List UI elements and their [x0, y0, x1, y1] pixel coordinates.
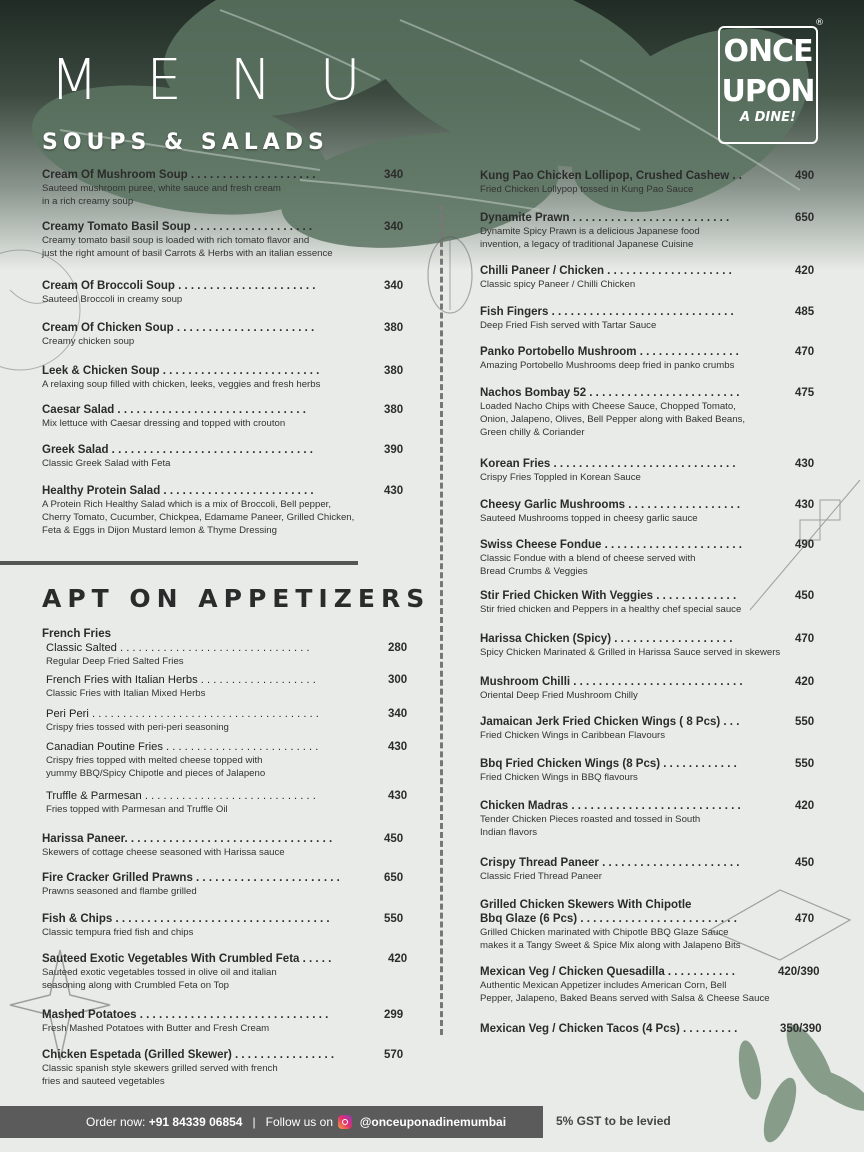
item-name: Mexican Veg / Chicken Tacos (4 Pcs) . . . . . . . . .	[480, 1023, 738, 1035]
item-price: 340	[384, 280, 404, 292]
item-description: Deep Fried Fish served with Tartar Sauce	[480, 320, 657, 331]
item-description: Classic Greek Salad with Feta	[42, 458, 171, 469]
item-price: 430	[795, 499, 815, 511]
menu-item	[480, 457, 835, 484]
menu-item	[480, 345, 835, 372]
instagram-handle-link[interactable]: @onceuponadinemumbai	[359, 1115, 507, 1129]
item-description: Tender Chicken Pieces roasted and tossed in South	[480, 814, 701, 825]
item-description: Regular Deep Fried Salted Fries	[46, 656, 184, 667]
menu-item	[480, 898, 835, 952]
item-name: Chicken Madras . . . . . . . . . . . . . . . . . . . . . . . . . . .	[480, 800, 741, 812]
item-name: Sauteed Exotic Vegetables With Crumbled Feta . . . . .	[42, 953, 332, 965]
item-description: Fries topped with Parmesan and Truffle Oil	[46, 804, 228, 815]
item-name: Bbq Fried Chicken Wings (8 Pcs) . . . . . . . . . . . .	[480, 758, 737, 770]
item-name: Crispy Thread Paneer . . . . . . . . . . . . . . . . . . . . . .	[480, 857, 740, 869]
item-name: Chicken Espetada (Grilled Skewer) . . . . . . . . . . . . . . . .	[42, 1049, 335, 1061]
item-name: Dynamite Prawn . . . . . . . . . . . . . . . . . . . . . . . . .	[480, 212, 730, 224]
item-price: 650	[384, 872, 404, 884]
item-price: 380	[384, 322, 404, 334]
footer-bar	[0, 1106, 543, 1138]
menu-item	[480, 169, 835, 196]
french-fries-heading: French Fries	[42, 628, 112, 640]
item-price: 490	[795, 170, 815, 182]
phone-number-link[interactable]: +91 84339 06854	[148, 1115, 243, 1129]
item-price: 430	[795, 458, 815, 470]
item-description: Crispy Fries Toppled in Korean Sauce	[480, 472, 641, 483]
item-price: 299	[384, 1009, 404, 1021]
item-description: Oriental Deep Fried Mushroom Chilly	[480, 690, 638, 701]
item-price: 550	[384, 913, 404, 925]
menu-item	[480, 538, 835, 578]
menu-item	[42, 220, 410, 260]
item-description: Fresh Mashed Potatoes with Butter and Fresh Cream	[42, 1023, 270, 1034]
item-price: 470	[795, 346, 815, 358]
item-price: 475	[795, 387, 815, 399]
item-description: Classic Fried Thread Paneer	[480, 871, 602, 882]
menu-item	[42, 364, 410, 391]
item-price: 650	[795, 212, 815, 224]
item-price: 420	[388, 953, 408, 965]
item-description: Crispy fries tossed with peri-peri seasoning	[46, 722, 229, 733]
item-name: Harissa Paneer. . . . . . . . . . . . . . . . . . . . . . . . . . . . . . . . .	[42, 833, 333, 845]
item-description: Authentic Mexican Appetizer includes American Corn, Bell	[480, 980, 727, 991]
item-description: Indian flavors	[480, 827, 538, 838]
item-price: 380	[384, 365, 404, 377]
item-price: 390	[384, 444, 404, 456]
item-name: Swiss Cheese Fondue . . . . . . . . . . . . . . . . . . . . . .	[480, 539, 743, 551]
item-name: Kung Pao Chicken Lollipop, Crushed Cashew . .	[480, 170, 742, 182]
item-name: Stir Fried Chicken With Veggies . . . . . . . . . . . . .	[480, 590, 737, 602]
menu-item	[480, 1022, 835, 1036]
item-price: 430	[388, 741, 408, 753]
item-description: Classic spicy Paneer / Chilli Chicken	[480, 279, 636, 290]
logo-line-upon: UPON	[721, 74, 815, 109]
item-price: 340	[384, 221, 404, 233]
item-name: Creamy Tomato Basil Soup . . . . . . . . . . . . . . . . . . .	[42, 221, 313, 233]
item-name: Mashed Potatoes . . . . . . . . . . . . . . . . . . . . . . . . . . . . . .	[42, 1009, 329, 1021]
appetizers-heading: APT ON APPETIZERS	[42, 584, 431, 613]
item-price: 450	[795, 857, 815, 869]
menu-item	[480, 799, 835, 839]
menu-item	[46, 641, 414, 668]
item-name: French Fries with Italian Herbs . . . . . . . . . . . . . . . . . . .	[46, 674, 316, 686]
item-name: Mushroom Chilli . . . . . . . . . . . . . . . . . . . . . . . . . . .	[480, 676, 743, 688]
item-description: Cherry Tomato, Cucumber, Chickpea, Edamame Paneer, Grilled Chicken,	[42, 512, 355, 523]
item-description: seasoning along with Crumbled Feta on Top	[42, 980, 230, 991]
item-description: Dynamite Spicy Prawn is a delicious Japanese food	[480, 226, 700, 237]
item-name: Leek & Chicken Soup . . . . . . . . . . . . . . . . . . . . . . . . .	[42, 365, 320, 377]
item-description: Classic Fondue with a blend of cheese served with	[480, 553, 696, 564]
item-name: Healthy Protein Salad . . . . . . . . . . . . . . . . . . . . . . . .	[42, 485, 314, 497]
item-description: makes it a Tangy Sweet & Spice Mix along with Jalapeno Bits	[480, 940, 741, 951]
logo-line-a-dine: A DINE!	[740, 110, 796, 125]
menu-item	[42, 168, 410, 208]
item-name: Classic Salted . . . . . . . . . . . . . . . . . . . . . . . . . . . . . . .	[46, 642, 310, 654]
item-price: 420	[795, 800, 815, 812]
item-price: 350/390	[780, 1023, 822, 1035]
menu-item	[480, 675, 835, 702]
item-description: Onion, Jalapeno, Olives, Bell Pepper along with Baked Beans,	[480, 414, 746, 425]
item-description: Creamy tomato basil soup is loaded with rich tomato flavor and	[42, 235, 310, 246]
item-description: Creamy chicken soup	[42, 336, 135, 347]
item-price: 340	[384, 169, 404, 181]
menu-item	[42, 832, 410, 859]
item-description: invention, a legacy of traditional Japanese Cuisine	[480, 239, 694, 250]
item-price: 420	[795, 265, 815, 277]
item-description: Prawns seasoned and flambe grilled	[42, 886, 197, 897]
menu-item	[480, 264, 835, 291]
item-description: Classic Fries with Italian Mixed Herbs	[46, 688, 206, 699]
item-name: Fire Cracker Grilled Prawns . . . . . . . . . . . . . . . . . . . . . . .	[42, 872, 340, 884]
menu-item	[46, 789, 414, 816]
menu-item	[42, 403, 410, 430]
item-description: Bread Crumbs & Veggies	[480, 566, 588, 577]
item-description: Sauteed exotic vegetables tossed in olive oil and italian	[42, 967, 277, 978]
menu-item	[480, 715, 835, 742]
item-name: Greek Salad . . . . . . . . . . . . . . . . . . . . . . . . . . . . . . . .	[42, 444, 313, 456]
once-upon-logo	[718, 18, 824, 144]
menu-item	[480, 757, 835, 784]
item-name: Cheesy Garlic Mushrooms . . . . . . . . . . . . . . . . . .	[480, 499, 741, 511]
item-description: A Protein Rich Healthy Salad which is a mix of Broccoli, Bell pepper,	[42, 499, 332, 510]
menu-item	[42, 279, 410, 306]
item-description: just the right amount of basil Carrots & Herbs with an italian essence	[42, 248, 333, 259]
menu-item	[480, 211, 835, 251]
item-price: 430	[384, 485, 404, 497]
item-price: 570	[384, 1049, 404, 1061]
column-divider	[440, 205, 443, 1035]
item-price: 490	[795, 539, 815, 551]
item-description: Sauteed mushroom puree, white sauce and fresh cream	[42, 183, 281, 194]
item-description: Mix lettuce with Caesar dressing and topped with crouton	[42, 418, 286, 429]
item-price: 450	[795, 590, 815, 602]
item-description: Fried Chicken Lollypop tossed in Kung Pao Sauce	[480, 184, 694, 195]
item-description: Amazing Portobello Mushrooms deep fried in panko crumbs	[480, 360, 735, 371]
item-name: Fish & Chips . . . . . . . . . . . . . . . . . . . . . . . . . . . . . . . . . .	[42, 913, 330, 925]
item-price: 430	[388, 790, 408, 802]
menu-item	[480, 589, 835, 616]
item-name: Peri Peri . . . . . . . . . . . . . . . . . . . . . . . . . . . . . . . . . . . . .	[46, 708, 319, 720]
item-description: A relaxing soup filled with chicken, leeks, veggies and fresh herbs	[42, 379, 321, 390]
item-price: 450	[384, 833, 404, 845]
lemon-sketch-icon	[420, 230, 480, 320]
item-description: Crispy fries topped with melted cheese topped with	[46, 755, 263, 766]
item-description: Spicy Chicken Marinated & Grilled in Harissa Sauce served in skewers	[480, 647, 781, 658]
item-description: yummy BBQ/Spicy Chipotle and pieces of Jalapeno	[46, 768, 266, 779]
menu-item	[480, 856, 835, 883]
menu-item	[480, 498, 835, 525]
menu-item	[480, 632, 835, 659]
item-name: Jamaican Jerk Fried Chicken Wings ( 8 Pcs) . . .	[480, 716, 740, 728]
menu-item	[42, 321, 410, 348]
item-description: Feta & Eggs in Dijon Mustard lemon & Thyme Dressing	[42, 525, 277, 536]
item-description: fries and sauteed vegetables	[42, 1076, 165, 1087]
menu-item	[42, 484, 410, 537]
footer-separator: |	[252, 1115, 256, 1129]
item-price: 550	[795, 716, 815, 728]
item-description: Loaded Nacho Chips with Cheese Sauce, Chopped Tomato,	[480, 401, 736, 412]
menu-item	[42, 912, 410, 939]
item-description: Classic tempura fried fish and chips	[42, 927, 194, 938]
item-price: 280	[388, 642, 408, 654]
item-price: 470	[795, 913, 815, 925]
item-description: Skewers of cottage cheese seasoned with Harissa sauce	[42, 847, 285, 858]
item-name: Cream Of Mushroom Soup . . . . . . . . . . . . . . . . . . . .	[42, 169, 316, 181]
item-price: 485	[795, 306, 815, 318]
item-name: Harissa Chicken (Spicy) . . . . . . . . . . . . . . . . . . .	[480, 633, 733, 645]
menu-item	[42, 871, 410, 898]
item-description: in a rich creamy soup	[42, 196, 134, 207]
item-name: Grilled Chicken Skewers With Chipotle	[480, 899, 692, 911]
follow-us-label: Follow us on	[265, 1115, 333, 1129]
menu-item	[42, 443, 410, 470]
menu-item	[46, 673, 414, 700]
item-name: Canadian Poutine Fries . . . . . . . . . . . . . . . . . . . . . . . . .	[46, 741, 319, 753]
menu-item	[480, 386, 835, 439]
item-description: Sauteed Mushrooms topped in cheesy garlic sauce	[480, 513, 698, 524]
item-description: Pepper, Jalapeno, Baked Beans served with Salsa & Cheese Sauce	[480, 993, 770, 1004]
item-name: Mexican Veg / Chicken Quesadilla . . . . . . . . . . .	[480, 966, 736, 978]
instagram-icon	[338, 1115, 352, 1129]
menu-item	[480, 305, 835, 332]
section-divider	[0, 561, 358, 565]
item-name: Truffle & Parmesan . . . . . . . . . . . . . . . . . . . . . . . . . . . .	[46, 790, 316, 802]
item-description: Classic spanish style skewers grilled served with french	[42, 1063, 278, 1074]
gst-note: 5% GST to be levied	[556, 1114, 671, 1128]
soups-salads-heading: SOUPS & SALADS	[42, 130, 329, 155]
menu-item	[46, 740, 414, 780]
item-name: Fish Fingers . . . . . . . . . . . . . . . . . . . . . . . . . . . . .	[480, 306, 734, 318]
menu-title: MENU	[50, 48, 409, 113]
item-name: Chilli Paneer / Chicken . . . . . . . . . . . . . . . . . . . .	[480, 265, 732, 277]
item-price: 380	[384, 404, 404, 416]
menu-item	[42, 1048, 410, 1088]
item-price: 420/390	[778, 966, 820, 978]
item-name: Cream Of Broccoli Soup . . . . . . . . . . . . . . . . . . . . . .	[42, 280, 316, 292]
item-name: Cream Of Chicken Soup . . . . . . . . . . . . . . . . . . . . . .	[42, 322, 315, 334]
menu-item	[42, 952, 410, 992]
order-now-label: Order now:	[86, 1115, 146, 1129]
logo-line-once: ONCE	[723, 34, 813, 69]
item-name: Panko Portobello Mushroom . . . . . . . . . . . . . . . .	[480, 346, 739, 358]
item-name: Korean Fries . . . . . . . . . . . . . . . . . . . . . . . . . . . . .	[480, 458, 736, 470]
french-fries-heading-item	[42, 627, 410, 641]
item-description: Sauteed Broccoli in creamy soup	[42, 294, 183, 305]
menu-item	[42, 1008, 410, 1035]
item-description: Grilled Chicken marinated with Chipotle BBQ Glaze Sauce	[480, 927, 729, 938]
item-name: Caesar Salad . . . . . . . . . . . . . . . . . . . . . . . . . . . . . .	[42, 404, 306, 416]
registered-mark: ®	[815, 18, 824, 28]
item-price: 470	[795, 633, 815, 645]
item-name: Nachos Bombay 52 . . . . . . . . . . . . . . . . . . . . . . . .	[480, 387, 740, 399]
item-price: 300	[388, 674, 408, 686]
item-price: 550	[795, 758, 815, 770]
item-description: Stir fried chicken and Peppers in a healthy chef special sauce	[480, 604, 742, 615]
item-price: 340	[388, 708, 408, 720]
item-name-line-2: Bbq Glaze (6 Pcs) . . . . . . . . . . . . . . . . . . . . . . . . .	[480, 913, 737, 925]
item-description: Fried Chicken Wings in Caribbean Flavours	[480, 730, 666, 741]
item-price: 420	[795, 676, 815, 688]
item-description: Green chilly & Coriander	[480, 427, 585, 438]
menu-item	[46, 707, 414, 734]
menu-item	[480, 965, 835, 1005]
item-description: Fried Chicken Wings in BBQ flavours	[480, 772, 638, 783]
